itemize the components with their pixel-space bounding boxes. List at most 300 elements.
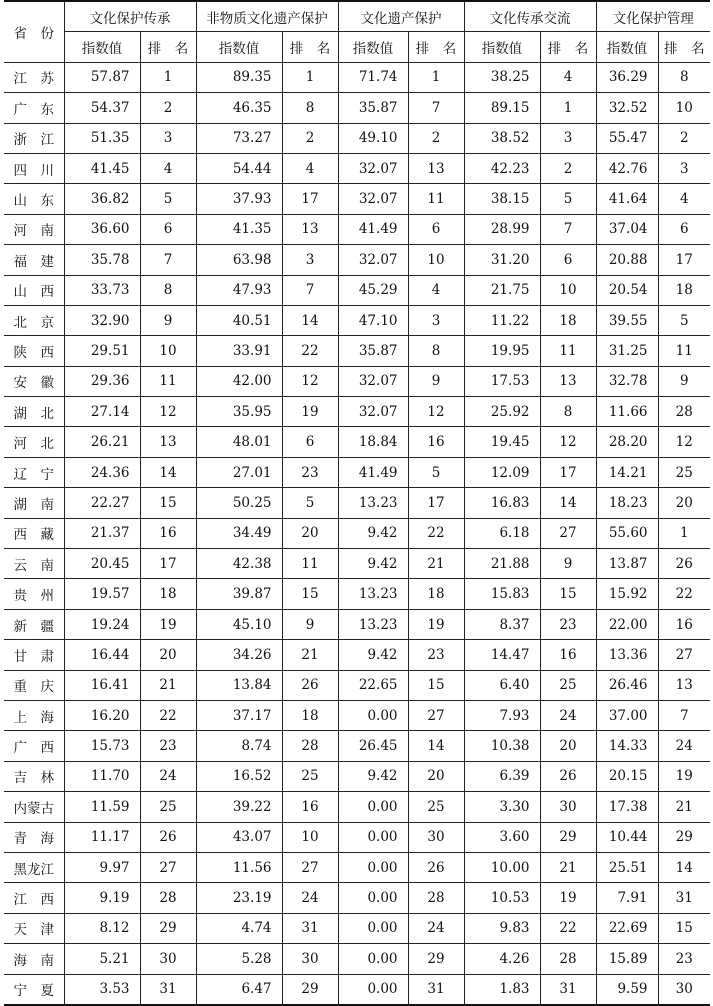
index-value-cell: 13.23 (338, 579, 408, 609)
rank-cell: 11 (408, 184, 464, 214)
index-value-cell: 0.00 (338, 944, 408, 974)
index-value-cell: 1.83 (464, 974, 540, 1005)
index-value-cell: 9.83 (464, 913, 540, 943)
rank-cell: 9 (540, 549, 596, 579)
index-value-cell: 48.01 (196, 427, 282, 457)
rank-cell: 30 (408, 822, 464, 852)
index-value-cell: 16.41 (64, 670, 140, 700)
rank-cell: 17 (540, 457, 596, 487)
header-rank: 排 名 (140, 32, 196, 62)
index-value-cell: 38.15 (464, 184, 540, 214)
rank-cell: 1 (540, 93, 596, 123)
index-value-cell: 32.07 (338, 366, 408, 396)
rank-cell: 27 (140, 852, 196, 882)
rank-cell: 10 (408, 245, 464, 275)
index-value-cell: 36.82 (64, 184, 140, 214)
rank-cell: 1 (140, 62, 196, 92)
province-cell: 安 徽 (4, 366, 64, 396)
index-value-cell: 19.45 (464, 427, 540, 457)
rank-cell: 27 (540, 518, 596, 548)
rank-cell: 28 (282, 731, 338, 761)
rank-cell: 4 (658, 184, 710, 214)
index-value-cell: 38.52 (464, 123, 540, 153)
province-cell: 广 东 (4, 93, 64, 123)
rank-cell: 5 (408, 457, 464, 487)
rank-cell: 12 (282, 366, 338, 396)
header-row-groups (4, 1, 710, 32)
index-value-cell: 28.20 (596, 427, 658, 457)
rank-cell: 28 (408, 883, 464, 913)
rank-cell: 19 (140, 609, 196, 639)
index-value-cell: 22.27 (64, 488, 140, 518)
index-value-cell: 27.14 (64, 397, 140, 427)
index-value-cell: 13.23 (338, 488, 408, 518)
index-value-cell: 33.91 (196, 336, 282, 366)
rank-cell: 15 (540, 579, 596, 609)
header-rank: 排 名 (408, 32, 464, 62)
rank-cell: 18 (408, 579, 464, 609)
index-value-cell: 32.52 (596, 93, 658, 123)
index-value-cell: 8.37 (464, 609, 540, 639)
rank-cell: 22 (540, 913, 596, 943)
index-value-cell: 3.53 (64, 974, 140, 1005)
index-value-cell: 3.60 (464, 822, 540, 852)
province-cell: 湖 北 (4, 397, 64, 427)
rank-cell: 31 (540, 974, 596, 1005)
index-value-cell: 42.38 (196, 549, 282, 579)
index-value-cell: 41.49 (338, 214, 408, 244)
rank-cell: 29 (658, 822, 710, 852)
index-value-cell: 26.46 (596, 670, 658, 700)
index-value-cell: 20.54 (596, 275, 658, 305)
index-value-cell: 14.33 (596, 731, 658, 761)
table-row (4, 670, 710, 700)
rank-cell: 11 (540, 336, 596, 366)
rank-cell: 18 (658, 275, 710, 305)
rank-cell: 20 (658, 488, 710, 518)
province-cell: 云 南 (4, 549, 64, 579)
province-cell: 宁 夏 (4, 974, 64, 1005)
rank-cell: 23 (282, 457, 338, 487)
index-value-cell: 31.25 (596, 336, 658, 366)
rank-cell: 29 (282, 974, 338, 1005)
rank-cell: 23 (658, 944, 710, 974)
rank-cell: 16 (658, 609, 710, 639)
index-value-cell: 5.21 (64, 944, 140, 974)
table-row (4, 640, 710, 670)
rank-cell: 21 (540, 852, 596, 882)
rank-cell: 1 (658, 518, 710, 548)
index-value-cell: 28.99 (464, 214, 540, 244)
rank-cell: 24 (408, 913, 464, 943)
rank-cell: 30 (540, 792, 596, 822)
table-row (4, 609, 710, 639)
index-value-cell: 15.83 (464, 579, 540, 609)
index-value-cell: 32.07 (338, 397, 408, 427)
index-value-cell: 15.73 (64, 731, 140, 761)
rank-cell: 9 (658, 366, 710, 396)
rank-cell: 14 (540, 488, 596, 518)
rank-cell: 27 (408, 700, 464, 730)
rank-cell: 5 (140, 184, 196, 214)
index-value-cell: 31.20 (464, 245, 540, 275)
index-value-cell: 16.83 (464, 488, 540, 518)
rank-cell: 30 (140, 944, 196, 974)
index-value-cell: 0.00 (338, 883, 408, 913)
index-value-cell: 14.47 (464, 640, 540, 670)
index-value-cell: 21.88 (464, 549, 540, 579)
rank-cell: 26 (540, 761, 596, 791)
index-value-cell: 9.42 (338, 761, 408, 791)
index-value-cell: 7.91 (596, 883, 658, 913)
rank-cell: 13 (658, 670, 710, 700)
index-value-cell: 19.24 (64, 609, 140, 639)
index-value-cell: 43.07 (196, 822, 282, 852)
index-value-cell: 17.53 (464, 366, 540, 396)
index-value-cell: 9.42 (338, 640, 408, 670)
rank-cell: 15 (658, 913, 710, 943)
rank-cell: 2 (282, 123, 338, 153)
rank-cell: 21 (282, 640, 338, 670)
index-value-cell: 45.29 (338, 275, 408, 305)
rank-cell: 16 (540, 640, 596, 670)
index-value-cell: 9.59 (596, 974, 658, 1005)
rank-cell: 2 (140, 93, 196, 123)
rank-cell: 15 (140, 488, 196, 518)
index-value-cell: 4.74 (196, 913, 282, 943)
rank-cell: 22 (140, 700, 196, 730)
index-value-cell: 6.18 (464, 518, 540, 548)
index-value-cell: 22.00 (596, 609, 658, 639)
rank-cell: 6 (658, 214, 710, 244)
index-value-cell: 22.65 (338, 670, 408, 700)
index-value-cell: 9.97 (64, 852, 140, 882)
index-value-cell: 4.26 (464, 944, 540, 974)
rank-cell: 25 (408, 792, 464, 822)
header-province: 省 份 (4, 1, 64, 62)
rank-cell: 11 (282, 549, 338, 579)
index-value-cell: 54.37 (64, 93, 140, 123)
rank-cell: 20 (282, 518, 338, 548)
rank-cell: 12 (658, 427, 710, 457)
index-value-cell: 13.23 (338, 609, 408, 639)
index-value-cell: 41.35 (196, 214, 282, 244)
index-value-cell: 35.78 (64, 245, 140, 275)
table-row (4, 579, 710, 609)
index-value-cell: 32.78 (596, 366, 658, 396)
province-cell: 天 津 (4, 913, 64, 943)
index-value-cell: 20.45 (64, 549, 140, 579)
rank-cell: 19 (540, 883, 596, 913)
rank-cell: 23 (408, 640, 464, 670)
header-index: 指数值 (338, 32, 408, 62)
table-row (4, 944, 710, 974)
index-value-cell: 41.45 (64, 153, 140, 183)
index-value-cell: 12.09 (464, 457, 540, 487)
index-value-cell: 89.15 (464, 93, 540, 123)
index-value-cell: 37.17 (196, 700, 282, 730)
index-value-cell: 21.75 (464, 275, 540, 305)
rank-cell: 14 (282, 305, 338, 335)
index-value-cell: 32.07 (338, 245, 408, 275)
index-value-cell: 41.64 (596, 184, 658, 214)
rank-cell: 9 (282, 609, 338, 639)
rank-cell: 26 (140, 822, 196, 852)
rank-cell: 17 (658, 245, 710, 275)
index-value-cell: 25.92 (464, 397, 540, 427)
index-value-cell: 0.00 (338, 852, 408, 882)
rank-cell: 2 (408, 123, 464, 153)
index-value-cell: 16.44 (64, 640, 140, 670)
rank-cell: 31 (140, 974, 196, 1005)
rank-cell: 9 (408, 366, 464, 396)
province-cell: 陕 西 (4, 336, 64, 366)
province-cell: 江 苏 (4, 62, 64, 92)
rank-cell: 10 (540, 275, 596, 305)
province-cell: 湖 南 (4, 488, 64, 518)
index-value-cell: 11.56 (196, 852, 282, 882)
header-rank: 排 名 (282, 32, 338, 62)
index-value-cell: 5.28 (196, 944, 282, 974)
table-row (4, 336, 710, 366)
rank-cell: 28 (540, 944, 596, 974)
province-cell: 吉 林 (4, 761, 64, 791)
rank-cell: 24 (140, 761, 196, 791)
index-value-cell: 22.69 (596, 913, 658, 943)
index-value-cell: 0.00 (338, 792, 408, 822)
rank-cell: 26 (282, 670, 338, 700)
rank-cell: 3 (408, 305, 464, 335)
rank-cell: 14 (658, 852, 710, 882)
table-row (4, 457, 710, 487)
province-cell: 北 京 (4, 305, 64, 335)
header-group-cultural-exchange: 文化传承交流 (464, 1, 596, 32)
rank-cell: 4 (140, 153, 196, 183)
index-value-cell: 40.51 (196, 305, 282, 335)
rank-cell: 14 (408, 731, 464, 761)
index-value-cell: 37.93 (196, 184, 282, 214)
index-value-cell: 10.44 (596, 822, 658, 852)
rank-cell: 24 (658, 731, 710, 761)
rank-cell: 6 (408, 214, 464, 244)
rank-cell: 20 (140, 640, 196, 670)
header-index: 指数值 (64, 32, 140, 62)
province-cell: 浙 江 (4, 123, 64, 153)
province-cell: 甘 肃 (4, 640, 64, 670)
rank-cell: 4 (408, 275, 464, 305)
rank-cell: 9 (140, 305, 196, 335)
index-value-cell: 37.00 (596, 700, 658, 730)
rank-cell: 5 (282, 488, 338, 518)
header-rank: 排 名 (540, 32, 596, 62)
header-group-protection-management: 文化保护管理 (596, 1, 710, 32)
index-value-cell: 25.51 (596, 852, 658, 882)
index-value-cell: 27.01 (196, 457, 282, 487)
index-value-cell: 11.70 (64, 761, 140, 791)
index-value-cell: 6.40 (464, 670, 540, 700)
table-row (4, 822, 710, 852)
table-row (4, 518, 710, 548)
rank-cell: 25 (140, 792, 196, 822)
rank-cell: 12 (540, 427, 596, 457)
rank-cell: 7 (282, 275, 338, 305)
index-value-cell: 46.35 (196, 93, 282, 123)
index-value-cell: 17.38 (596, 792, 658, 822)
rank-cell: 7 (140, 245, 196, 275)
index-table-container (4, 0, 710, 1006)
index-value-cell: 7.93 (464, 700, 540, 730)
rank-cell: 31 (408, 974, 464, 1005)
rank-cell: 10 (140, 336, 196, 366)
index-value-cell: 0.00 (338, 974, 408, 1005)
rank-cell: 3 (282, 245, 338, 275)
index-value-cell: 38.25 (464, 62, 540, 92)
rank-cell: 17 (140, 549, 196, 579)
province-cell: 海 南 (4, 944, 64, 974)
index-value-cell: 26.45 (338, 731, 408, 761)
province-cell: 四 川 (4, 153, 64, 183)
rank-cell: 22 (282, 336, 338, 366)
index-value-cell: 16.20 (64, 700, 140, 730)
index-value-cell: 51.35 (64, 123, 140, 153)
index-value-cell: 24.36 (64, 457, 140, 487)
rank-cell: 2 (658, 123, 710, 153)
province-cell: 重 庆 (4, 670, 64, 700)
index-value-cell: 34.49 (196, 518, 282, 548)
index-value-cell: 11.17 (64, 822, 140, 852)
rank-cell: 7 (658, 700, 710, 730)
index-value-cell: 71.74 (338, 62, 408, 92)
table-row (4, 913, 710, 943)
index-value-cell: 89.35 (196, 62, 282, 92)
index-value-cell: 10.00 (464, 852, 540, 882)
rank-cell: 13 (408, 153, 464, 183)
rank-cell: 23 (140, 731, 196, 761)
index-value-cell: 42.76 (596, 153, 658, 183)
rank-cell: 25 (282, 761, 338, 791)
rank-cell: 3 (540, 123, 596, 153)
index-value-cell: 35.87 (338, 336, 408, 366)
rank-cell: 5 (540, 184, 596, 214)
rank-cell: 16 (282, 792, 338, 822)
header-group-intangible-heritage: 非物质文化遗产保护 (196, 1, 338, 32)
index-value-cell: 0.00 (338, 822, 408, 852)
index-value-cell: 13.36 (596, 640, 658, 670)
index-value-cell: 8.12 (64, 913, 140, 943)
rank-cell: 4 (540, 62, 596, 92)
index-value-cell: 19.95 (464, 336, 540, 366)
rank-cell: 31 (282, 913, 338, 943)
rank-cell: 8 (658, 62, 710, 92)
index-value-cell: 15.89 (596, 944, 658, 974)
rank-cell: 30 (282, 944, 338, 974)
index-value-cell: 34.26 (196, 640, 282, 670)
rank-cell: 19 (658, 761, 710, 791)
rank-cell: 13 (282, 214, 338, 244)
index-value-cell: 15.92 (596, 579, 658, 609)
rank-cell: 10 (658, 93, 710, 123)
index-value-cell: 20.88 (596, 245, 658, 275)
rank-cell: 20 (540, 731, 596, 761)
rank-cell: 6 (282, 427, 338, 457)
rank-cell: 21 (140, 670, 196, 700)
table-row (4, 305, 710, 335)
rank-cell: 8 (408, 336, 464, 366)
index-value-cell: 47.93 (196, 275, 282, 305)
rank-cell: 21 (408, 549, 464, 579)
rank-cell: 26 (658, 549, 710, 579)
province-cell: 江 西 (4, 883, 64, 913)
index-value-cell: 9.42 (338, 518, 408, 548)
rank-cell: 18 (282, 700, 338, 730)
index-value-cell: 54.44 (196, 153, 282, 183)
index-value-cell: 42.00 (196, 366, 282, 396)
rank-cell: 7 (540, 214, 596, 244)
table-row (4, 184, 710, 214)
rank-cell: 13 (140, 427, 196, 457)
table-row (4, 974, 710, 1005)
rank-cell: 18 (140, 579, 196, 609)
rank-cell: 10 (282, 822, 338, 852)
index-value-cell: 35.87 (338, 93, 408, 123)
index-value-cell: 32.07 (338, 153, 408, 183)
table-row (4, 549, 710, 579)
index-value-cell: 8.74 (196, 731, 282, 761)
index-value-cell: 3.30 (464, 792, 540, 822)
province-cell: 青 海 (4, 822, 64, 852)
rank-cell: 19 (408, 609, 464, 639)
table-row (4, 792, 710, 822)
header-row-sub (4, 32, 710, 62)
rank-cell: 13 (540, 366, 596, 396)
rank-cell: 16 (140, 518, 196, 548)
rank-cell: 17 (408, 488, 464, 518)
rank-cell: 5 (658, 305, 710, 335)
province-cell: 西 藏 (4, 518, 64, 548)
table-row (4, 852, 710, 882)
province-cell: 上 海 (4, 700, 64, 730)
rank-cell: 6 (540, 245, 596, 275)
rank-cell: 21 (658, 792, 710, 822)
rank-cell: 24 (540, 700, 596, 730)
table-row (4, 700, 710, 730)
index-value-cell: 11.59 (64, 792, 140, 822)
index-value-cell: 20.15 (596, 761, 658, 791)
rank-cell: 14 (140, 457, 196, 487)
index-value-cell: 19.57 (64, 579, 140, 609)
index-value-cell: 55.60 (596, 518, 658, 548)
index-value-cell: 41.49 (338, 457, 408, 487)
index-value-cell: 10.38 (464, 731, 540, 761)
province-cell: 贵 州 (4, 579, 64, 609)
index-value-cell: 36.29 (596, 62, 658, 92)
rank-cell: 28 (140, 883, 196, 913)
rank-cell: 16 (408, 427, 464, 457)
rank-cell: 12 (140, 397, 196, 427)
index-value-cell: 18.23 (596, 488, 658, 518)
table-row (4, 488, 710, 518)
rank-cell: 25 (658, 457, 710, 487)
rank-cell: 6 (140, 214, 196, 244)
header-group-cultural-heritage-transmission: 文化保护传承 (64, 1, 196, 32)
index-value-cell: 6.39 (464, 761, 540, 791)
table-body (4, 62, 710, 1005)
index-value-cell: 11.66 (596, 397, 658, 427)
index-value-cell: 39.87 (196, 579, 282, 609)
province-cell: 内蒙古 (4, 792, 64, 822)
index-value-cell: 35.95 (196, 397, 282, 427)
index-value-cell: 29.36 (64, 366, 140, 396)
